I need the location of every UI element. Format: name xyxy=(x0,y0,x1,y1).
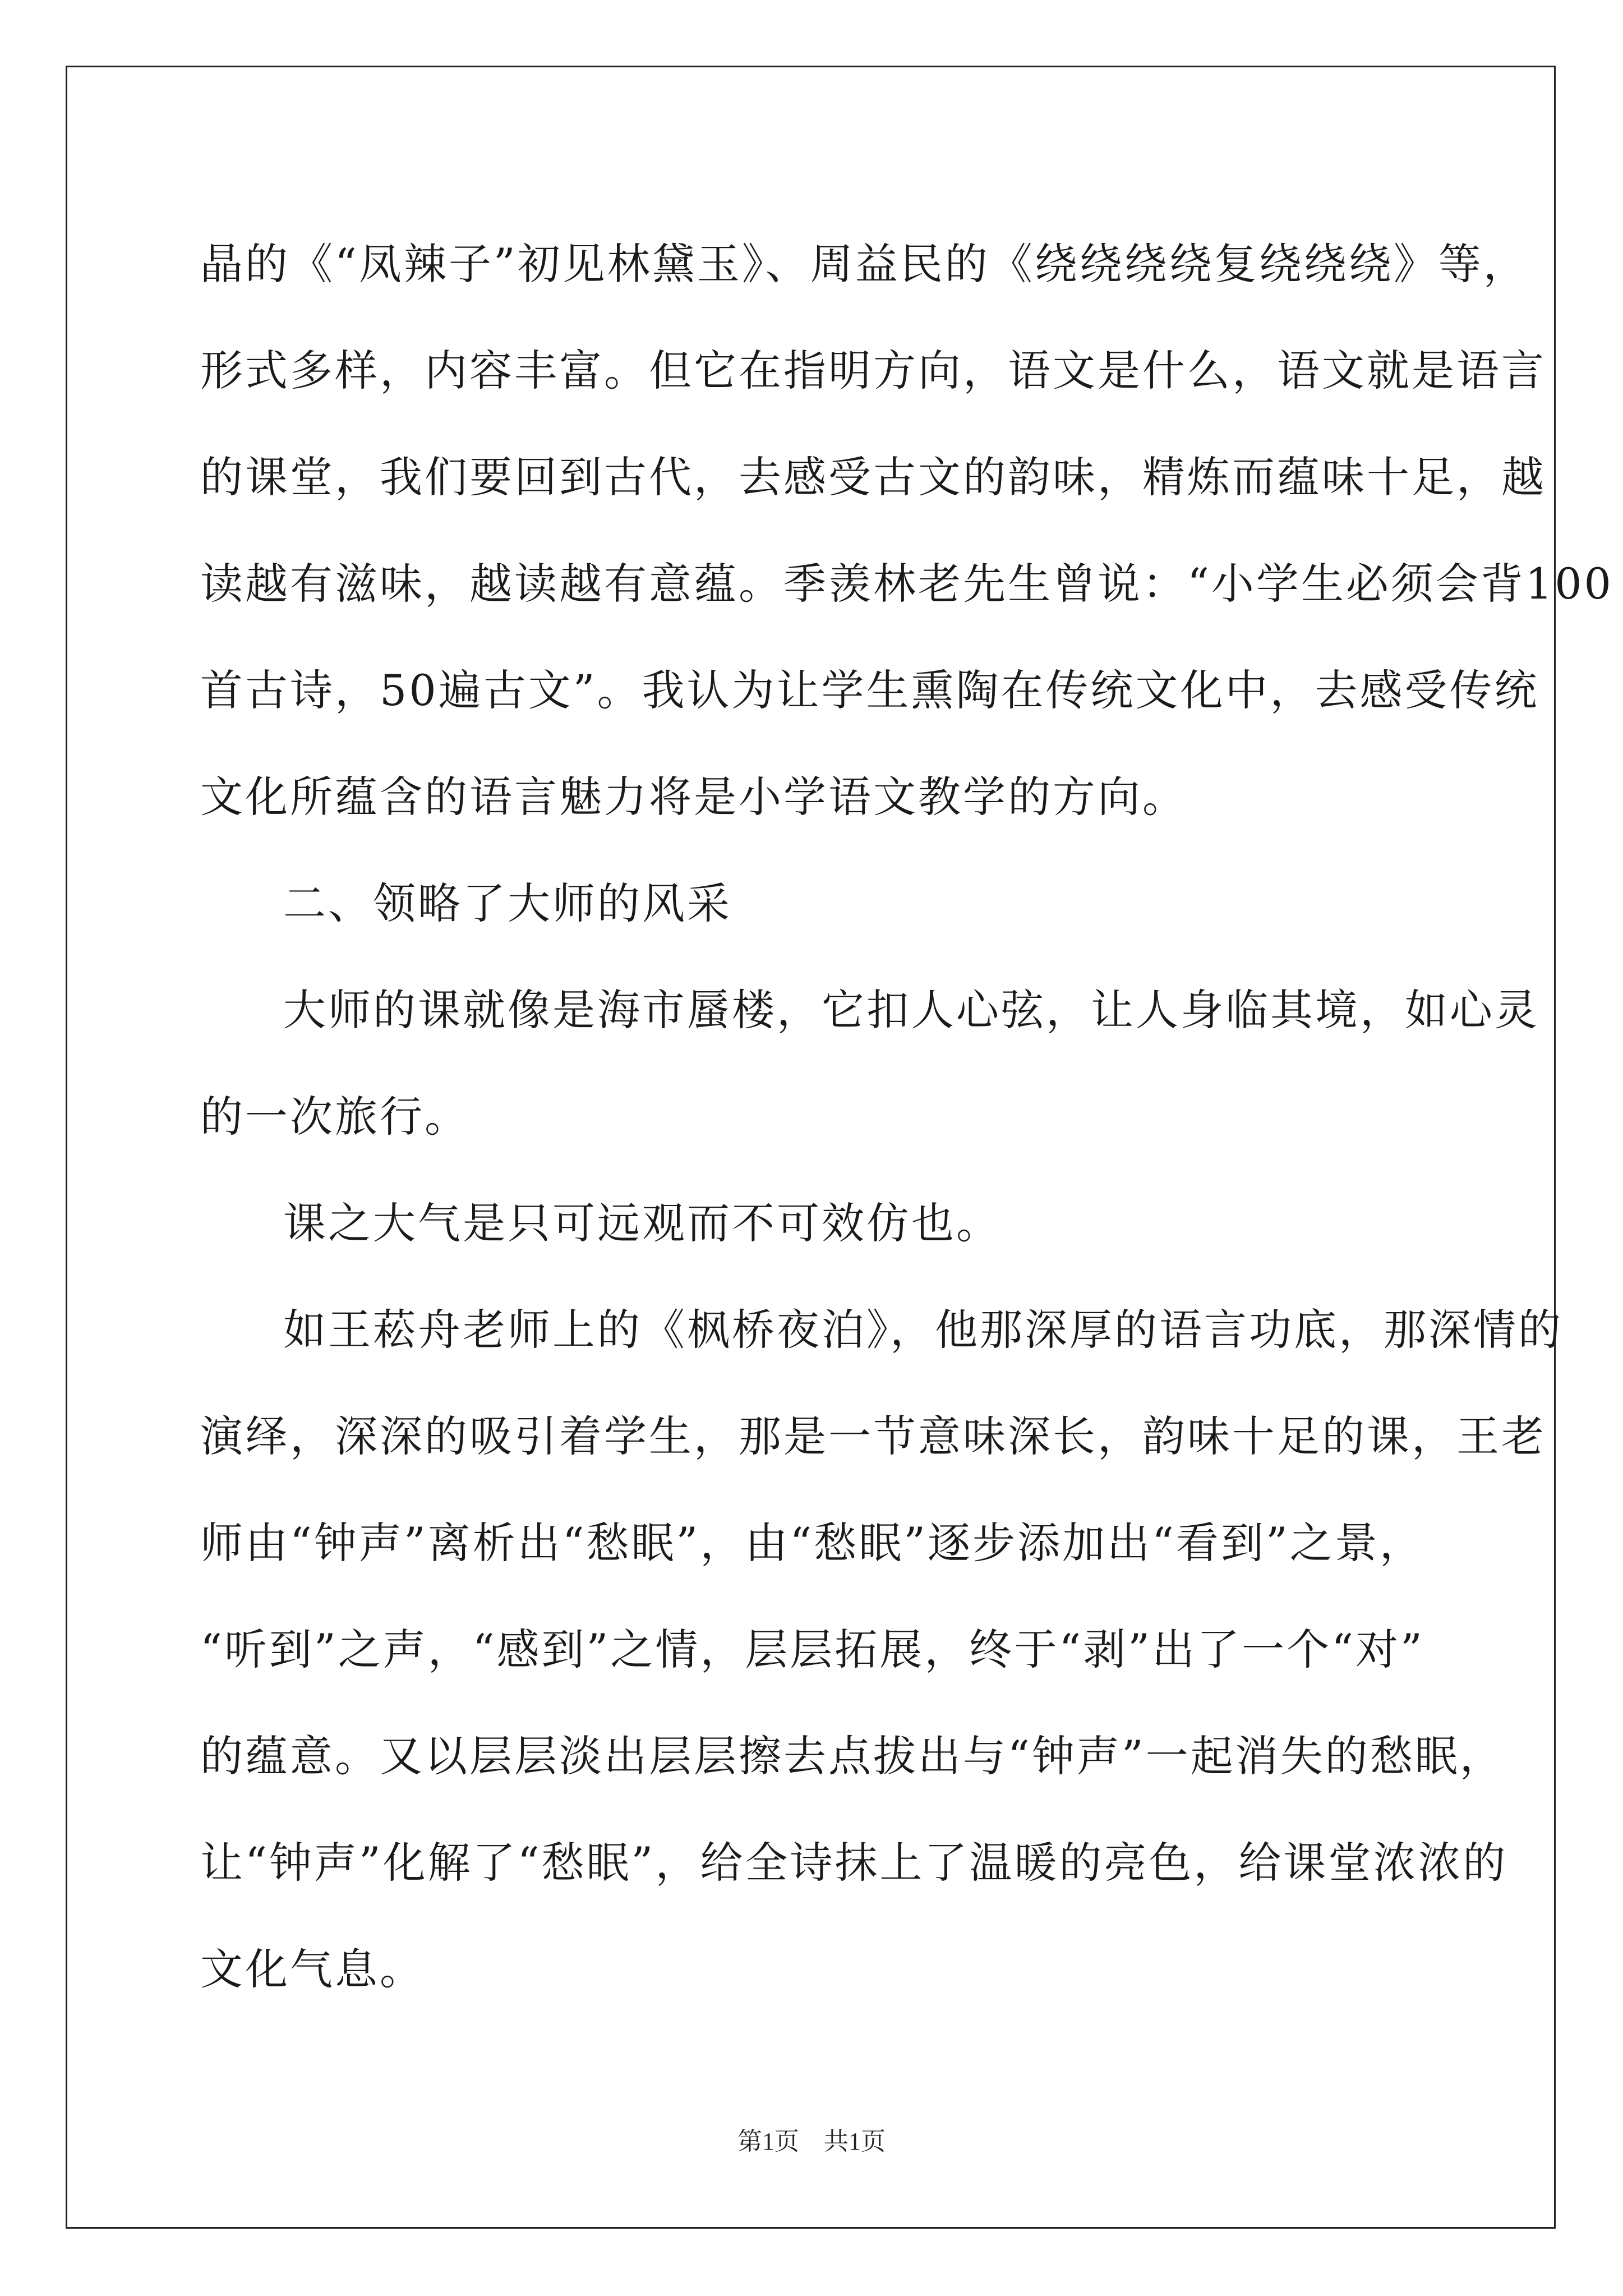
text-line: 文化气息。 xyxy=(200,1944,425,1994)
page-total: 共1页 xyxy=(824,2128,886,2155)
document-body xyxy=(200,211,1613,2023)
text-line: 读越有滋味，越读越有意蕴。季羡林老先生曾说：“小学生必须会背100 xyxy=(200,559,1613,609)
text-line: 演绎，深深的吸引着学生，那是一节意味深长，韵味十足的课，王老 xyxy=(200,1411,1546,1461)
text-line: 让“钟声”化解了“愁眠”，给全诗抹上了温暖的亮色，给课堂浓浓的 xyxy=(200,1838,1508,1888)
text-line: 大师的课就像是海市蜃楼，它扣人心弦，让人身临其境，如心灵 xyxy=(283,985,1539,1035)
page-footer xyxy=(0,2125,1623,2159)
text-line: 的课堂，我们要回到古代，去感受古文的韵味，精炼而蕴味十足，越 xyxy=(200,452,1546,502)
text-line: 晶的《“凤辣子”初见林黛玉》、周益民的《绕绕绕绕复绕绕绕》等， xyxy=(200,239,1528,289)
page-number: 第1页 xyxy=(737,2128,799,2155)
text-line: “听到”之声，“感到”之情，层层拓展，终于“剥”出了一个“对” xyxy=(200,1625,1424,1674)
text-line: 的一次旅行。 xyxy=(200,1092,469,1142)
section-heading: 二、领略了大师的风采 xyxy=(283,878,732,928)
text-line: 首古诗，50遍古文”。我认为让学生熏陶在传统文化中，去感受传统 xyxy=(200,665,1539,715)
text-line: 师由“钟声”离析出“愁眠”，由“愁眠”逐步添加出“看到”之景， xyxy=(200,1518,1424,1568)
text-line: 课之大气是只可远观而不可效仿也。 xyxy=(283,1198,1001,1248)
text-line: 如王菘舟老师上的《枫桥夜泊》，他那深厚的语言功底，那深情的 xyxy=(283,1305,1563,1355)
text-line: 的蕴意。又以层层淡出层层擦去点拔出与“钟声”一起消失的愁眠， xyxy=(200,1731,1505,1781)
text-line: 文化所蕴含的语言魅力将是小学语文教学的方向。 xyxy=(200,772,1187,822)
text-line: 形式多样，内容丰富。但它在指明方向，语文是什么，语文就是语言 xyxy=(200,346,1546,395)
